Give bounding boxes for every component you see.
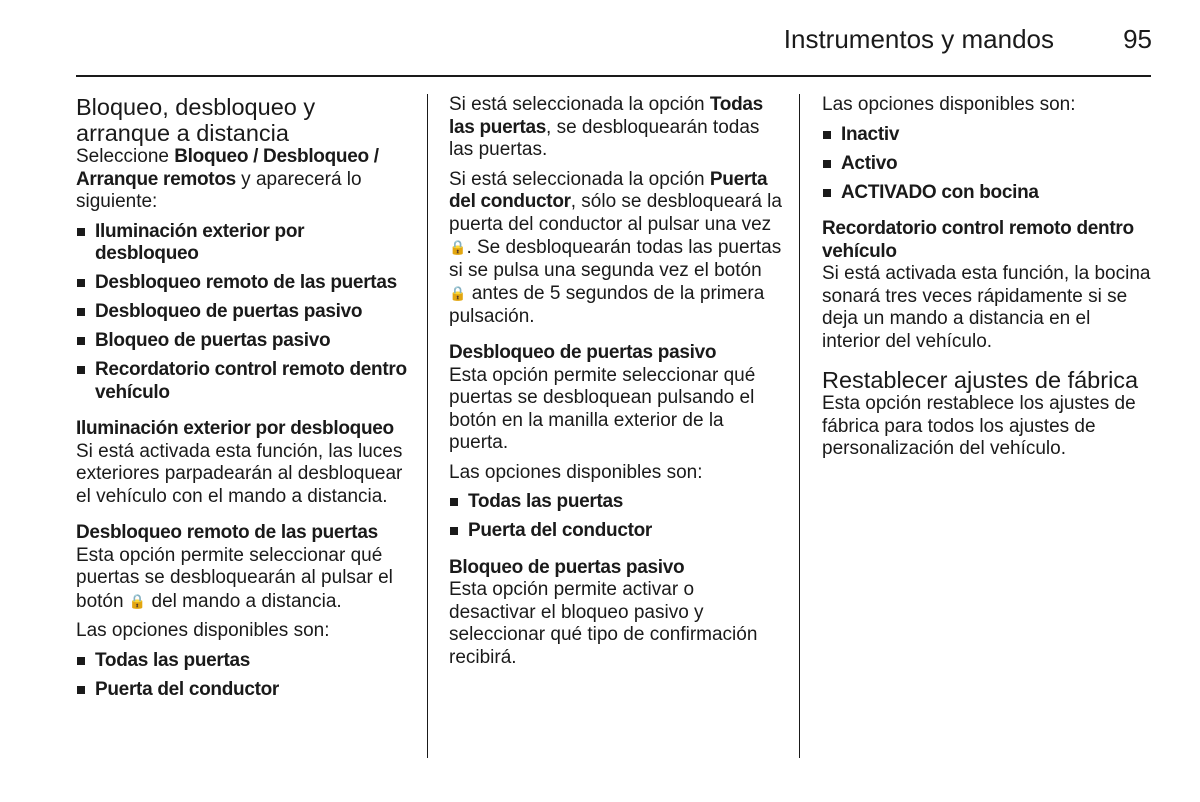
list-item	[822, 153, 1152, 176]
list-item-label: Puerta del conductor	[95, 678, 280, 700]
list-item	[76, 221, 410, 266]
paragraph	[76, 545, 410, 614]
bullet-icon	[77, 279, 85, 287]
options-list	[76, 650, 410, 702]
list-item	[822, 124, 1152, 147]
text: . Se desbloquearán todas las puertas si se pulsa una segunda vez el botón	[449, 237, 782, 281]
list-item-label: ACTIVADO con bocina	[841, 181, 1039, 203]
bullet-icon	[77, 657, 85, 665]
text: Si está seleccionada la opción	[449, 168, 710, 190]
bullet-icon	[823, 189, 831, 197]
column-divider-2	[799, 94, 800, 758]
text: , sólo se desbloqueará la puerta del conductor al pulsar una vez	[449, 191, 782, 235]
bullet-icon	[450, 498, 458, 506]
bullet-icon	[77, 366, 85, 374]
paragraph: Las opciones disponibles son:	[449, 461, 703, 483]
list-item	[76, 679, 410, 702]
list-item	[449, 491, 784, 514]
list-item-label: Iluminación exterior por desbloqueo	[95, 220, 305, 264]
list-item-label: Puerta del conductor	[468, 520, 653, 541]
text: Seleccione	[76, 146, 175, 167]
text: Esta opción permite seleccionar qué puertas se desbloquearán al pulsar el botón	[76, 544, 393, 612]
paragraph: Esta opción permite activar o desactivar el bloqueo pasivo y seleccionar qué tipo de confirmación recibirá.	[449, 579, 758, 668]
menu-path: Bloqueo / Desbloqueo / Arranque remotos	[76, 146, 379, 190]
page-header-title: Instrumentos y mandos	[783, 24, 1054, 54]
list-item	[76, 301, 410, 324]
list-item	[449, 520, 784, 543]
bullet-icon	[823, 160, 831, 168]
subheading-exterior-lighting: Iluminación exterior por desbloqueo	[76, 418, 394, 439]
paragraph	[449, 94, 784, 162]
option-name: Todas las puertas	[449, 94, 763, 138]
list-item	[76, 272, 410, 295]
bullet-icon	[77, 228, 85, 236]
text: y aparecerá lo siguiente:	[76, 168, 362, 212]
intro-paragraph	[76, 146, 410, 214]
text: del mando a distancia.	[146, 590, 342, 612]
list-item	[822, 182, 1152, 205]
list-item-label: Inactiv	[841, 123, 900, 145]
settings-list	[76, 221, 410, 405]
bullet-icon	[77, 337, 85, 345]
header-divider	[76, 75, 1151, 77]
list-item-label: Activo	[841, 152, 898, 174]
paragraph: Esta opción permite seleccionar qué puertas se desbloquean pulsando el botón en la manilla exterior de la puerta.	[449, 364, 756, 453]
list-item-label: Bloqueo de puertas pasivo	[95, 330, 331, 351]
list-item-label: Todas las puertas	[95, 649, 251, 671]
list-item	[76, 330, 410, 353]
option-name: Puerta del conductor	[449, 168, 768, 212]
subheading-remote-unlock: Desbloqueo remoto de las puertas	[76, 522, 378, 543]
lock-icon: 🔒	[449, 285, 467, 301]
paragraph: Esta opción restablece los ajustes de fábrica para todos los ajustes de personalización del vehículo.	[822, 393, 1136, 459]
column-3	[822, 94, 1152, 468]
list-item-label: Recordatorio control remoto dentro vehículo	[95, 359, 407, 403]
bullet-icon	[77, 686, 85, 694]
options-list	[449, 491, 784, 543]
options-list	[822, 124, 1152, 205]
bullet-icon	[77, 308, 85, 316]
list-item-label: Desbloqueo de puertas pasivo	[95, 301, 363, 322]
column-divider-1	[427, 94, 428, 758]
section-heading-remote-lock: Bloqueo, desbloqueo y arranque a distancia	[76, 94, 316, 146]
page-number: 95	[1123, 24, 1152, 54]
paragraph	[449, 169, 784, 329]
lock-icon: 🔒	[449, 239, 467, 255]
list-item	[76, 650, 410, 673]
list-item	[76, 359, 410, 404]
list-item-label: Desbloqueo remoto de las puertas	[95, 272, 397, 293]
subheading-remote-reminder: Recordatorio control remoto dentro vehículo	[822, 218, 1134, 262]
text: Si está seleccionada la opción	[449, 94, 710, 115]
paragraph: Las opciones disponibles son:	[76, 620, 330, 641]
column-1	[76, 94, 410, 708]
paragraph: Si está activada esta función, las luces exteriores parpadearán al desbloquear el vehículo con el mando a distancia.	[76, 440, 403, 507]
bullet-icon	[450, 527, 458, 535]
list-item-label: Todas las puertas	[468, 491, 624, 512]
column-2	[449, 94, 784, 676]
text: antes de 5 segundos de la primera pulsación.	[449, 283, 765, 327]
lock-icon: 🔒	[128, 592, 147, 609]
paragraph: Si está activada esta función, la bocina sonará tres veces rápidamente si se deja un mando a distancia en el interior del vehículo.	[822, 263, 1151, 352]
section-heading-factory-reset: Restablecer ajustes de fábrica	[822, 367, 1139, 393]
bullet-icon	[823, 131, 831, 139]
subheading-passive-unlock: Desbloqueo de puertas pasivo	[449, 342, 717, 363]
text: , se desbloquearán todas las puertas.	[449, 116, 760, 160]
paragraph: Las opciones disponibles son:	[822, 94, 1076, 115]
subheading-passive-lock: Bloqueo de puertas pasivo	[449, 556, 685, 578]
